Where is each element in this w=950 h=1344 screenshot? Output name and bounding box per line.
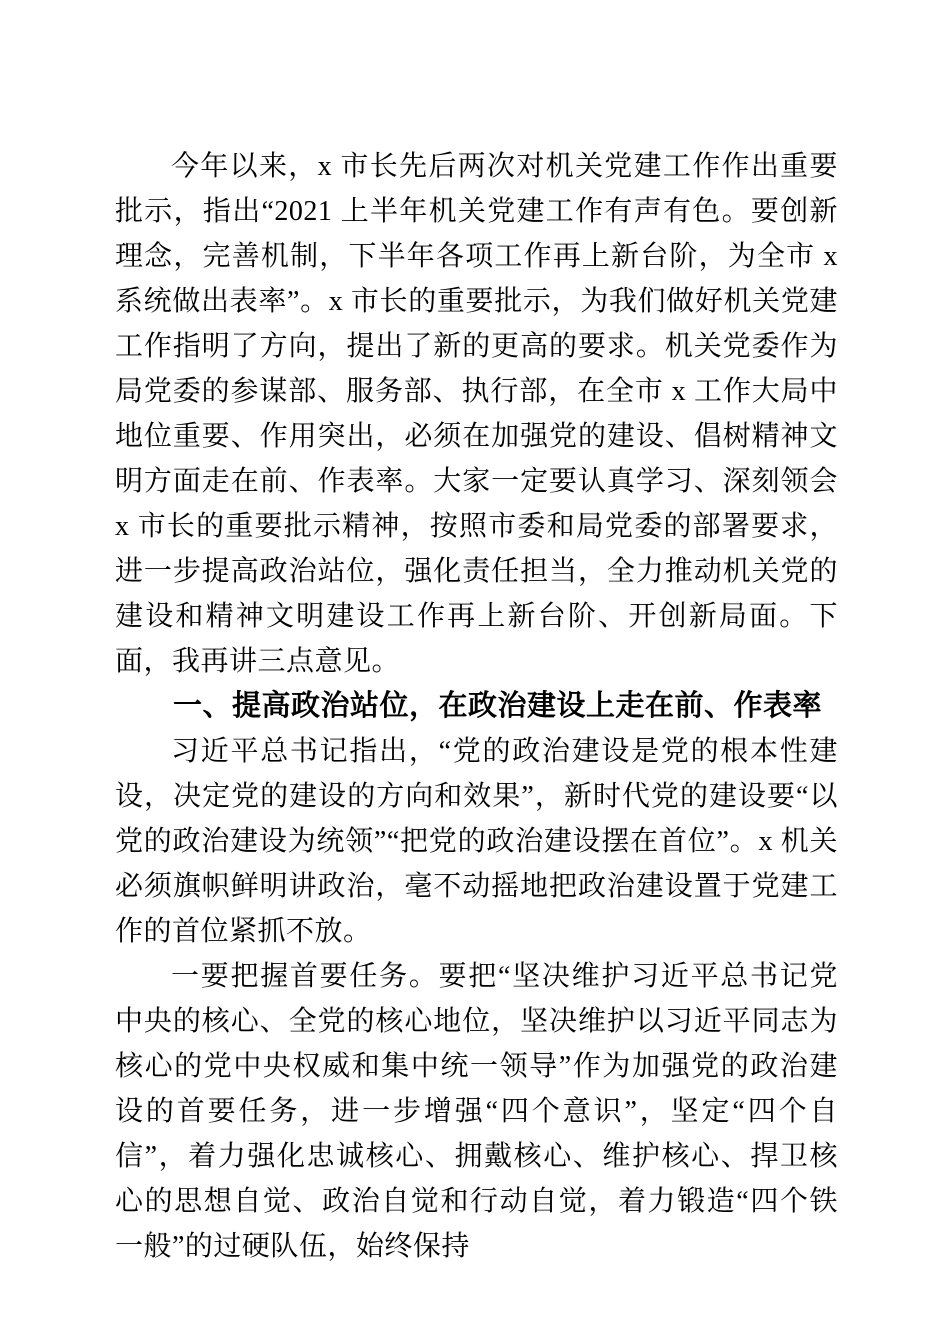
paragraph-intro: 今年以来，x 市长先后两次对机关党建工作作出重要批示，指出“2021 上半年机关党建工作有声有色。要创新理念，完善机制，下半年各项工作再上新台阶，为全市 x 系统做出表率”。x 市长的重要批示，为我们做好机关党建工作指明了方向，提出了新的更高的要求。机关党委作为局党委的参谋部、服务部、执行部，在全市 x 工作大局中地位重要、作用突出，必须在加强党的建设、倡树精神文明方面走在前、作表率。大家一定要认真学习、深刻领会 x 市长的重要批示精神，按照市委和局党委的部署要求，进一步提高政治站位，强化责任担当，全力推动机关党的建设和精神文明建设工作再上新台阶、开创新局面。下面，我再讲三点意见。 [115, 151, 838, 677]
paragraph-primary-task: 一要把握首要任务。要把“坚决维护习近平总书记党中央的核心、全党的核心地位，坚决维护以习近平同志为核心的党中央权威和集中统一领导”作为加强党的政治建设的首要任务，进一步增强“四个意识”，坚定“四个自信”，着力强化忠诚核心、拥戴核心、维护核心、捍卫核心的思想自觉、政治自觉和行动自觉，着力锻造“四个铁一般”的过硬队伍，始终保持 [115, 961, 838, 1262]
section-heading-1: 一、提高政治站位，在政治建设上走在前、作表率 [173, 690, 823, 722]
paragraph-political-building: 习近平总书记指出，“党的政治建设是党的根本性建设，决定党的建设的方向和效果”，新时代党的建设要“以党的政治建设为统领”“把党的政治建设摆在首位”。x 机关必须旗帜鲜明讲政治，毫不动摇地把政治建设置于党建工作的首位紧抓不放。 [115, 736, 838, 947]
